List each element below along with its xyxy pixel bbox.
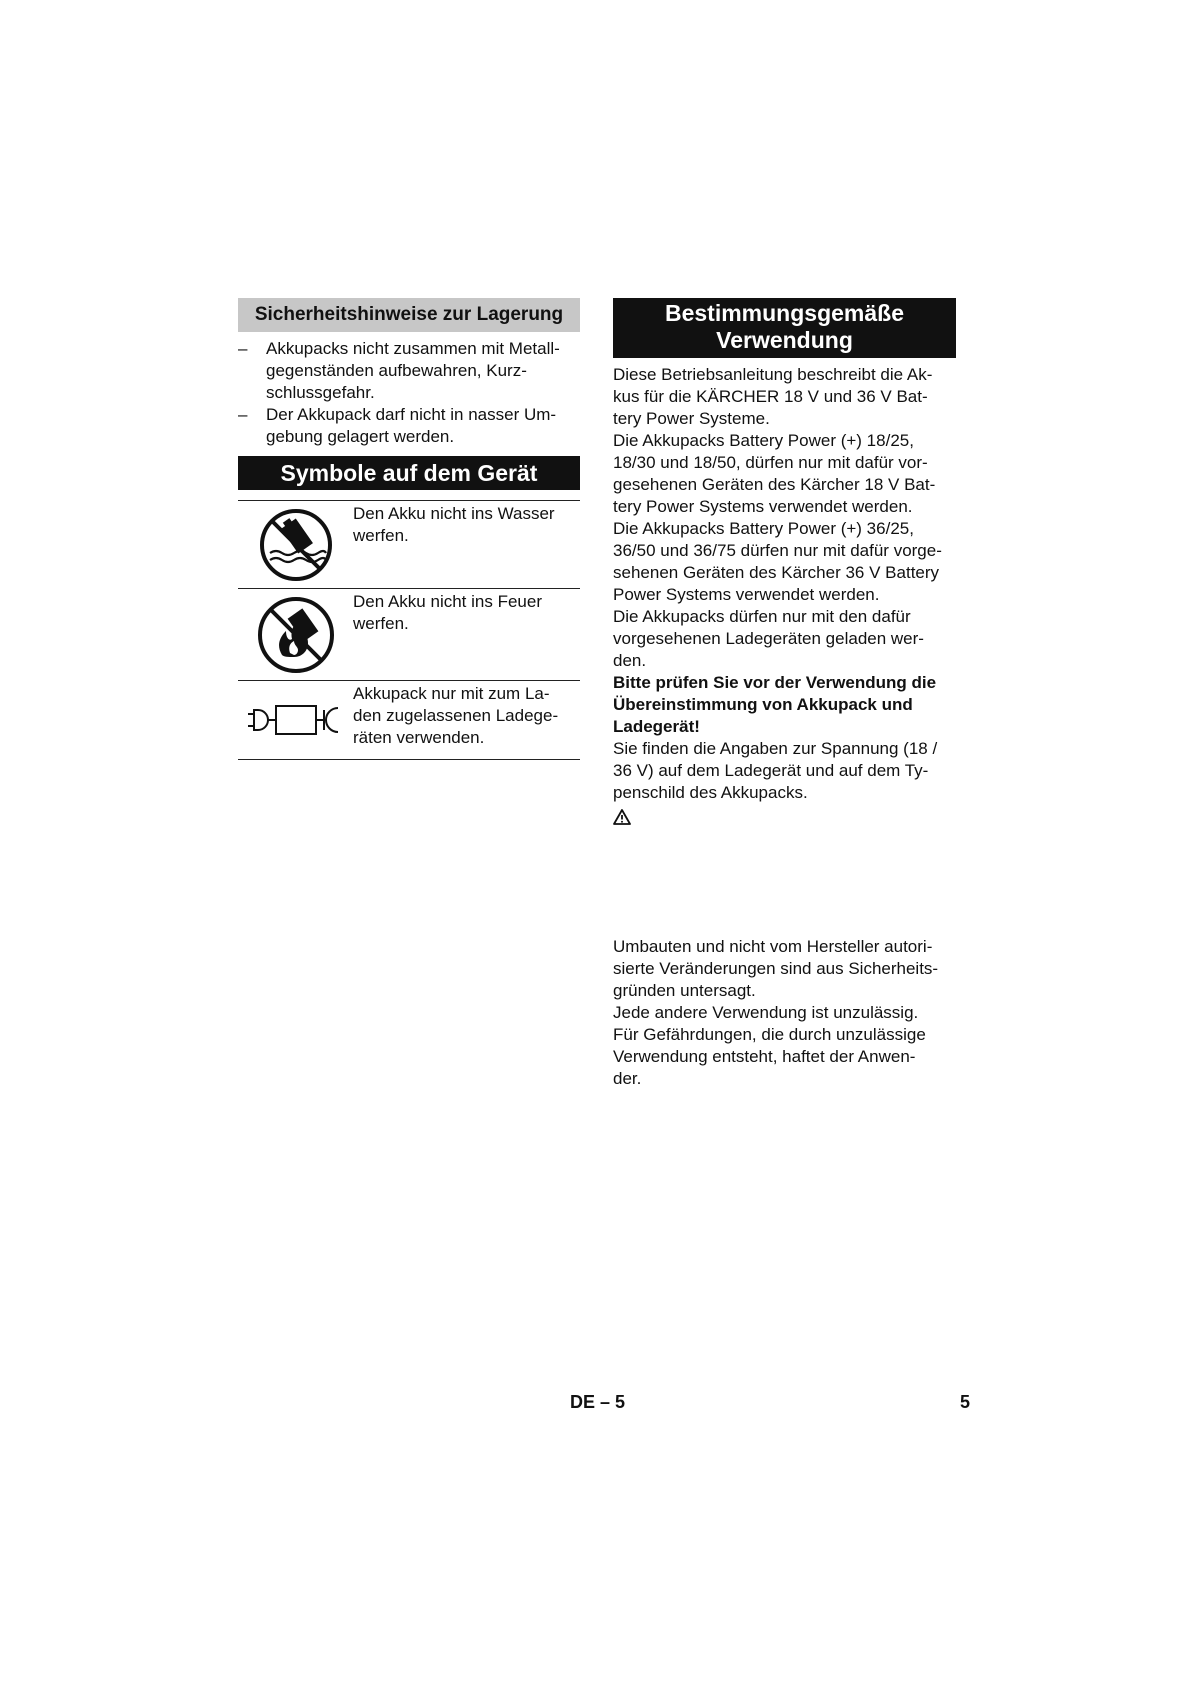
symbol-row-water: Den Akku nicht ins Wasser werfen. bbox=[238, 501, 580, 589]
warning-triangle-icon bbox=[613, 806, 956, 828]
page-number: 5 bbox=[960, 1392, 971, 1412]
no-battery-in-water-icon bbox=[238, 501, 353, 588]
page-footer-label: DE – 5 bbox=[570, 1392, 626, 1412]
list-item: – Akkupacks nicht zusammen mit Metall- gegenständen aufbewahren, Kurz- schlussgefahr. bbox=[238, 339, 560, 402]
charger-plug-icon bbox=[238, 681, 353, 759]
symbols-table bbox=[238, 500, 580, 760]
paragraph: Jede andere Verwendung ist unzulässig. Für Gefährdungen, die durch unzulässige Verwendung entsteht, haftet der Anwen- der. bbox=[613, 1003, 926, 1088]
paragraph: Die Akkupacks dürfen nur mit den dafür vorgesehenen Ladegeräten geladen wer- den. bbox=[613, 607, 924, 670]
paragraph: Die Akkupacks Battery Power (+) 36/25, 36/50 und 36/75 dürfen nur mit dafür vorge- sehenen Geräten des Kärcher 36 V Battery Power Systems verwendet werden. bbox=[613, 519, 942, 604]
intended-use-heading: Bestimmungsgemäße Verwendung bbox=[613, 298, 956, 358]
notice-paragraph: Bitte prüfen Sie vor der Verwendung die Übereinstimmung von Akkupack und Ladegerät! bbox=[613, 673, 937, 736]
right-column bbox=[613, 298, 956, 828]
no-battery-in-fire-icon bbox=[238, 589, 353, 680]
paragraph: Umbauten und nicht vom Hersteller autori- sierte Veränderungen sind aus Sicherheits- gründen untersagt. bbox=[613, 937, 939, 1000]
paragraph: Die Akkupacks Battery Power (+) 18/25, 18/30 und 18/50, dürfen nur mit dafür vor- gesehenen Geräten des Kärcher 18 V Bat- tery Power Systems verwendet werden. bbox=[613, 431, 936, 516]
paragraph: Sie finden die Angaben zur Spannung (18 / 36 V) auf dem Ladegerät und auf dem Ty- penschild des Akkupacks. bbox=[613, 739, 938, 802]
left-column bbox=[238, 298, 580, 760]
symbol-row-charger: Akkupack nur mit zum La- den zugelassenen Ladege- räten verwenden. bbox=[238, 681, 580, 760]
symbol-row-fire: Den Akku nicht ins Feuer werfen. bbox=[238, 589, 580, 681]
symbols-heading: Symbole auf dem Gerät bbox=[238, 456, 580, 490]
intended-use-body-continued bbox=[613, 936, 956, 1090]
list-item: – Der Akkupack darf nicht in nasser Um- gebung gelagert werden. bbox=[238, 405, 557, 446]
storage-safety-heading: Sicherheitshinweise zur Lagerung bbox=[238, 298, 580, 332]
storage-safety-list bbox=[238, 338, 580, 448]
intended-use-body bbox=[613, 364, 956, 828]
paragraph: Diese Betriebsanleitung beschreibt die Ak- kus für die KÄRCHER 18 V und 36 V Bat- tery Power Systeme. bbox=[613, 365, 933, 428]
